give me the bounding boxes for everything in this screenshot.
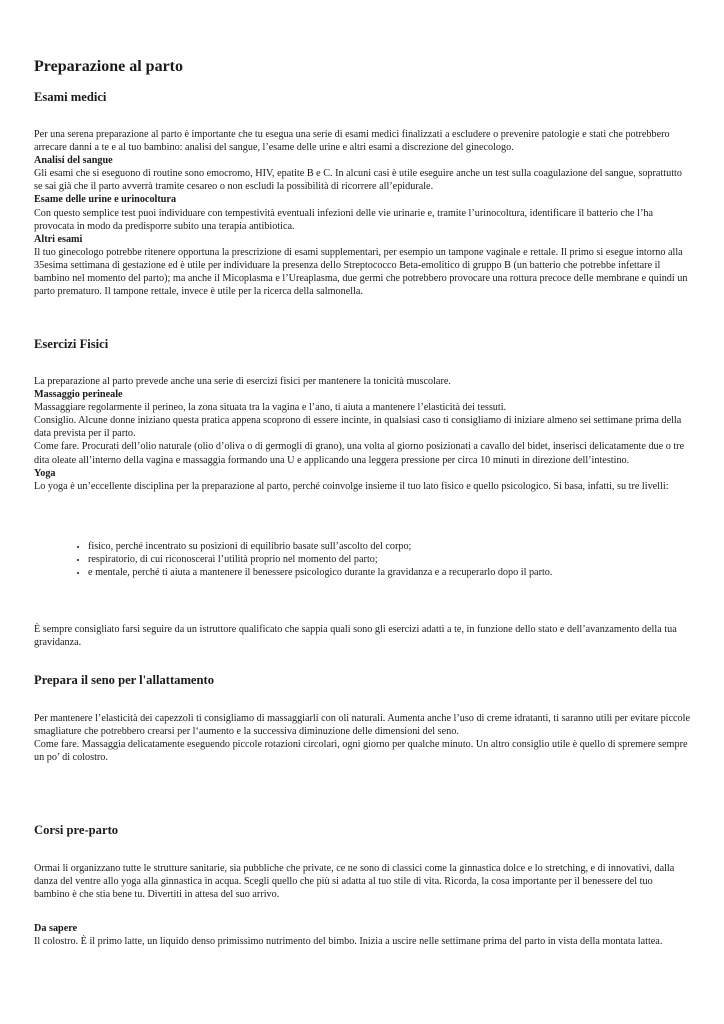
massaggio-text-2: Consiglio. Alcune donne iniziano questa pratica appena scoprono di essere incinte, in qualsiasi caso ti consigliamo di iniziare almeno sei settimane prima della data prevista per il parto. [34,415,682,440]
subheading-altri-esami: Altri esami [34,233,83,245]
yoga-levels-list [74,540,688,579]
esercizi-intro: La preparazione al parto prevede anche una serie di esercizi fisici per mantenere la tonicità muscolare. [34,376,451,387]
section-heading-corsi: Corsi pre-parto [34,823,119,837]
section-heading-esami: Esami medici [34,90,107,104]
subheading-massaggio-perineale: Massaggio perineale [34,389,123,401]
da-sapere-text: Il colostro. È il primo latte, un liquido denso primissimo nutrimento del bimbo. Inizia a uscire nelle settimane prima del parto in vista della montata lattea. [34,936,663,948]
altri-esami-text: Il tuo ginecologo potrebbe ritenere opportuna la prescrizione di esami supplementari, per esempio un tampone vaginale e rettale. Il primo si esegue intorno alla 35esima settimana di gestazione ed è utile per individuare la presenza dello Streptococco Beta-emolitico di gruppo B (un batterio che potrebbe infettare il bambino nel momento del parto); ma anche il Micoplasma e l’Ureaplasma, due germi che potrebbero provocare una rottura precoce delle membrane e quindi un parto prematuro. Il tampone rettale, invece è utile per la ricerca della salmonella. [34,246,688,298]
seno-text-1: Per mantenere l’elasticità dei capezzoli ti consigliamo di massaggiarli con oli naturali. Aumenta anche l’uso di creme idratanti, ti saranno utili per evitare piccole smagliature che potrebbero crearsi per l‘aumento e la successiva diminuzione delle dimensioni del seno. [34,713,691,738]
subheading-da-sapere: Da sapere [34,923,78,934]
esame-urine-text: Con questo semplice test puoi individuare con tempestività eventuali infezioni delle vie urinarie e, tramite l’urinocoltura, identificare il batterio che l’ha provocata in modo da predisporre subito una terapia antibiotica. [34,207,653,232]
esercizi-outro-block [34,623,690,649]
list-item: • respiratorio, di cui riconoscerai l’utilità proprio nel momento del parto; [88,553,688,566]
corsi-text: Ormai li organizzano tutte le strutture sanitarie, sia pubbliche che private, ce ne sono di classici come la ginnastica dolce e lo stretching, e di innovativi, dalla danza del ventre allo yoga alla ginnastica in acqua. Scegli quello che più si adatta al tuo stile di vita. Ricorda, la cosa importante per il benessere del tuo bambino è che stia bene tu. Divertiti in attesa del suo arrivo. [34,863,675,901]
da-sapere-box [34,922,690,948]
list-item: • e mentale, perché ti aiuta a mantenere il benessere psicologico durante la gravidanza e a recuperarlo dopo il parto. [88,566,688,579]
section-esercizi-body [34,375,690,493]
page-title: Preparazione al parto [34,58,184,75]
list-item: • fisico, perché incentrato su posizioni di equilibrio basate sull’ascolto del corpo; [88,540,688,553]
analisi-sangue-text: Gli esami che si eseguono di routine sono emocromo, HIV, epatite B e C. In alcuni casi è utile eseguire anche un test sulla coagulazione del sangue, soprattutto se sai già che il parto avverrà tramite cesareo o non escludi la possibilità di ricorrere all’epidurale. [34,168,682,193]
esami-intro: Per una serena preparazione al parto è importante che tu esegua una serie di esami medici finalizzati a escludere o prevenire patologie e stati che potrebbero arrecare danni a te e al tuo bambino: analisi del sangue, l’esame delle urine e altri esami a discrezione del ginecologo. [34,129,670,154]
section-seno-body [34,712,690,764]
section-esami-body [34,128,690,298]
massaggio-text-1: Massaggiare regolarmente il perineo, la zona situata tra la vagina e l’ano, ti aiuta a mantenere l’elasticità dei tessuti. [34,402,507,414]
subheading-esame-urine: Esame delle urine e urinocoltura [34,194,177,206]
seno-text-2: Come fare. Massaggia delicatamente eseguendo piccole rotazioni circolari, ogni giorno per qualche minuto. Un altro consiglio utile è quello di spremere sempre un po’ di colostro. [34,739,688,764]
subheading-analisi-sangue: Analisi del sangue [34,155,113,167]
section-heading-esercizi: Esercizi Fisici [34,337,109,351]
subheading-yoga: Yoga [34,467,56,479]
massaggio-text-3: Come fare. Procurati dell’olio naturale (olio d’oliva o di germogli di grano), una volta al giorno posizionati a cavallo del bidet, inserisci delicatamente due o tre dita oleate all’interno della vagina e massaggia formando una U e applicando una leggera pressione per circa 10 minuti in direzione dell’intestino. [34,441,685,466]
esercizi-outro: È sempre consigliato farsi seguire da un istruttore qualificato che sappia quali sono gli esercizi adatti a te, in funzione dello stato e dell’avanzamento della tua gravidanza. [34,624,677,649]
yoga-text: Lo yoga è un’eccellente disciplina per la preparazione al parto, perché coinvolge insieme il tuo lato fisico e quello psicologico. Si basa, infatti, su tre livelli: [34,480,669,492]
section-corsi-body [34,862,690,901]
section-heading-seno: Prepara il seno per l'allattamento [34,673,215,687]
